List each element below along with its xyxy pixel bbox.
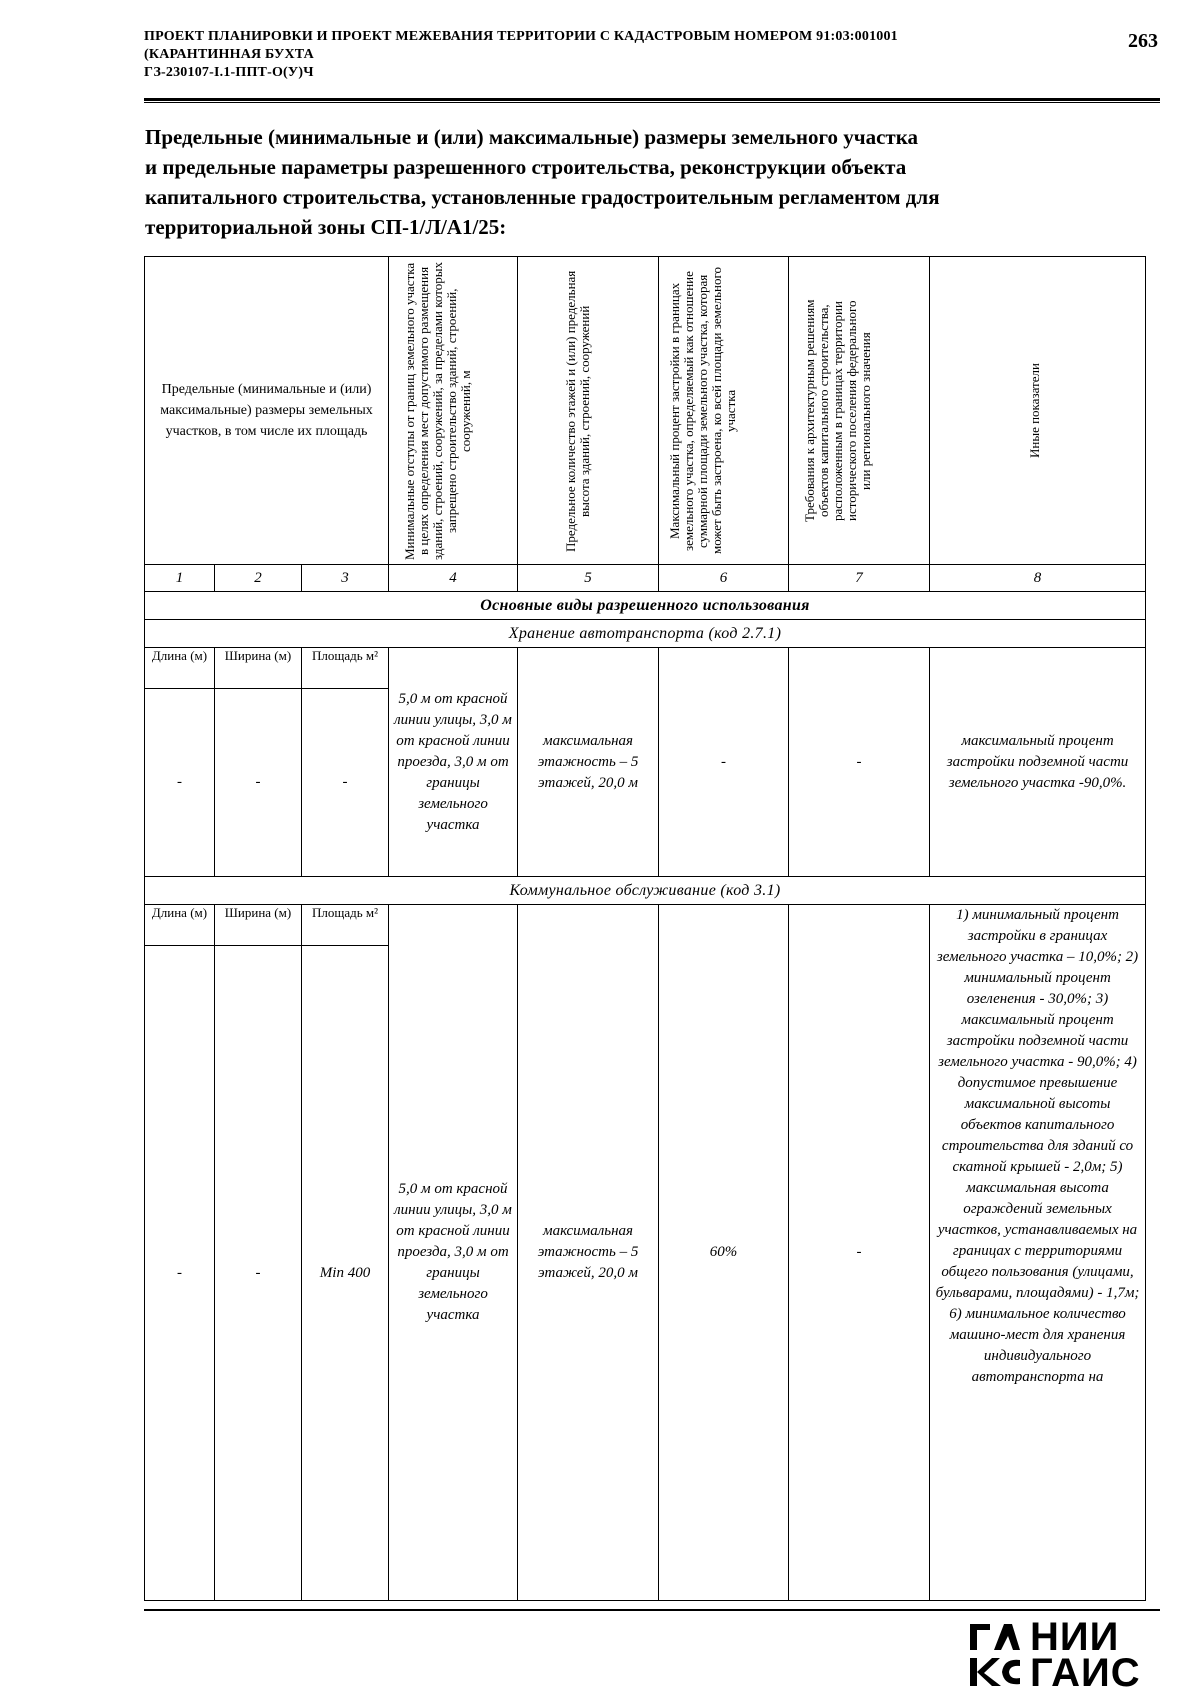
- company-logo: [968, 1615, 1168, 1695]
- table-row: [145, 905, 1146, 946]
- label-length: Длина (м): [145, 648, 215, 689]
- group-heading-utility: Коммунальное обслуживание (код 3.1): [145, 877, 1146, 905]
- col-number: 4: [389, 565, 518, 592]
- column-number-row: [145, 565, 1146, 592]
- cell-architecture: -: [789, 648, 930, 877]
- cell-area: -: [302, 689, 389, 877]
- title-line-1: Предельные (минимальные и (или) максимальные) размеры земельного участка: [145, 125, 919, 149]
- label-width: Ширина (м): [215, 905, 302, 946]
- header-other: [930, 257, 1146, 565]
- cell-floors: максимальная этажность – 5 этажей, 20,0 м: [518, 648, 659, 877]
- logo-text-line-2: ГАИС: [1030, 1651, 1141, 1695]
- label-area: Площадь м²: [302, 905, 389, 946]
- logo-text-line-1: НИИ: [1030, 1615, 1120, 1659]
- header-plot-dimensions: Предельные (минимальные и (или) максимальные) размеры земельных участков, в том числе их площадь: [145, 257, 389, 565]
- cell-other: максимальный процент застройки подземной части земельного участка -90,0%.: [930, 648, 1146, 877]
- cell-coverage: 60%: [659, 905, 789, 1601]
- col-number: 6: [659, 565, 789, 592]
- cell-setbacks: 5,0 м от красной линии улицы, 3,0 м от красной линии проезда, 3,0 м от границы земельного участка: [389, 648, 518, 877]
- title-line-2: и предельные параметры разрешенного строительства, реконструкции объекта: [145, 155, 907, 179]
- cell-architecture: -: [789, 905, 930, 1601]
- cell-setbacks: 5,0 м от красной линии улицы, 3,0 м от красной линии проезда, 3,0 м от границы земельного участка: [389, 905, 518, 1601]
- document-header: [144, 28, 1084, 82]
- page-number: 263: [1128, 30, 1158, 52]
- col-number: 5: [518, 565, 659, 592]
- header-divider: [144, 98, 1160, 101]
- regulation-table: [144, 256, 1146, 1601]
- title-line-3: капитального строительства, установленные градостроительным регламентом для: [145, 185, 940, 209]
- header-other-text: Иные показатели: [1026, 363, 1042, 458]
- cell-other: 1) минимальный процент застройки в границах земельного участка – 10,0%; 2) минимальный процент озеленения - 30,0%; 3) максимальный процент застройки подземной части земельного участка - 90,0%; 4) допустимое превышение максимальной высоты объектов капитального строительства для зданий со скатной крышей - 2,0м; 5) максимальная высота ограждений земельных участков, устанавливаемых на границах с территориями общего пользования (улицами, бульварами, площадями) - 1,7м; 6) минимальное количество машино-мест для хранения индивидуального автотранспорта на: [930, 905, 1146, 1601]
- header-setbacks: [389, 257, 518, 565]
- section-title: [145, 122, 1155, 242]
- cell-coverage: -: [659, 648, 789, 877]
- header-floors: [518, 257, 659, 565]
- cell-floors: максимальная этажность – 5 этажей, 20,0 м: [518, 905, 659, 1601]
- header-line-1: ПРОЕКТ ПЛАНИРОВКИ И ПРОЕКТ МЕЖЕВАНИЯ ТЕРРИТОРИИ С КАДАСТРОВЫМ НОМЕРОМ 91:03:001001: [144, 29, 898, 44]
- group-heading-storage: Хранение автотранспорта (код 2.7.1): [145, 620, 1146, 648]
- header-line-2: (КАРАНТИННАЯ БУХТА: [144, 47, 314, 62]
- header-architecture-text: Требования к архитектурным решениям объектов капитального строительства, расположенным в границах территории исторического поселения федерального или регионального значения: [802, 299, 874, 522]
- header-divider-thin: [144, 102, 1160, 103]
- table-row: [145, 648, 1146, 689]
- section-row: [145, 592, 1146, 620]
- table-header-row: [145, 257, 1146, 565]
- cell-width: -: [215, 946, 302, 1601]
- header-setbacks-text: Минимальные отступы от границ земельного участка в целях определения мест допустимого размещения зданий, строений, сооружений, за пределами которых запрещено строительство зданий, строений, сооружений, м: [402, 261, 474, 560]
- col-number: 7: [789, 565, 930, 592]
- col-number: 2: [215, 565, 302, 592]
- title-line-4: территориальной зоны СП-1/Л/А1/25:: [145, 215, 507, 239]
- cell-area: Min 400: [302, 946, 389, 1601]
- cell-length: -: [145, 946, 215, 1601]
- cell-width: -: [215, 689, 302, 877]
- col-number: 3: [302, 565, 389, 592]
- label-area: Площадь м²: [302, 648, 389, 689]
- header-coverage: [659, 257, 789, 565]
- group-heading-row: [145, 620, 1146, 648]
- header-architecture: [789, 257, 930, 565]
- footer-divider: [144, 1609, 1160, 1611]
- header-line-3: ГЗ-230107-I.1-ППТ-О(У)Ч: [144, 65, 314, 80]
- header-coverage-text: Максимальный процент застройки в границах земельного участка, определяемый как отношение суммарной площади земельного участка, которая может быть застроена, ко всей площади земельного участка: [666, 267, 738, 554]
- col-number: 8: [930, 565, 1146, 592]
- group-heading-row: [145, 877, 1146, 905]
- label-length: Длина (м): [145, 905, 215, 946]
- header-floors-text: Предельное количество этажей и (или) предельная высота зданий, строений, сооружений: [563, 269, 593, 552]
- cell-length: -: [145, 689, 215, 877]
- logo-mark-icon: [968, 1618, 1022, 1692]
- section-heading: Основные виды разрешенного использования: [145, 592, 1146, 620]
- label-width: Ширина (м): [215, 648, 302, 689]
- col-number: 1: [145, 565, 215, 592]
